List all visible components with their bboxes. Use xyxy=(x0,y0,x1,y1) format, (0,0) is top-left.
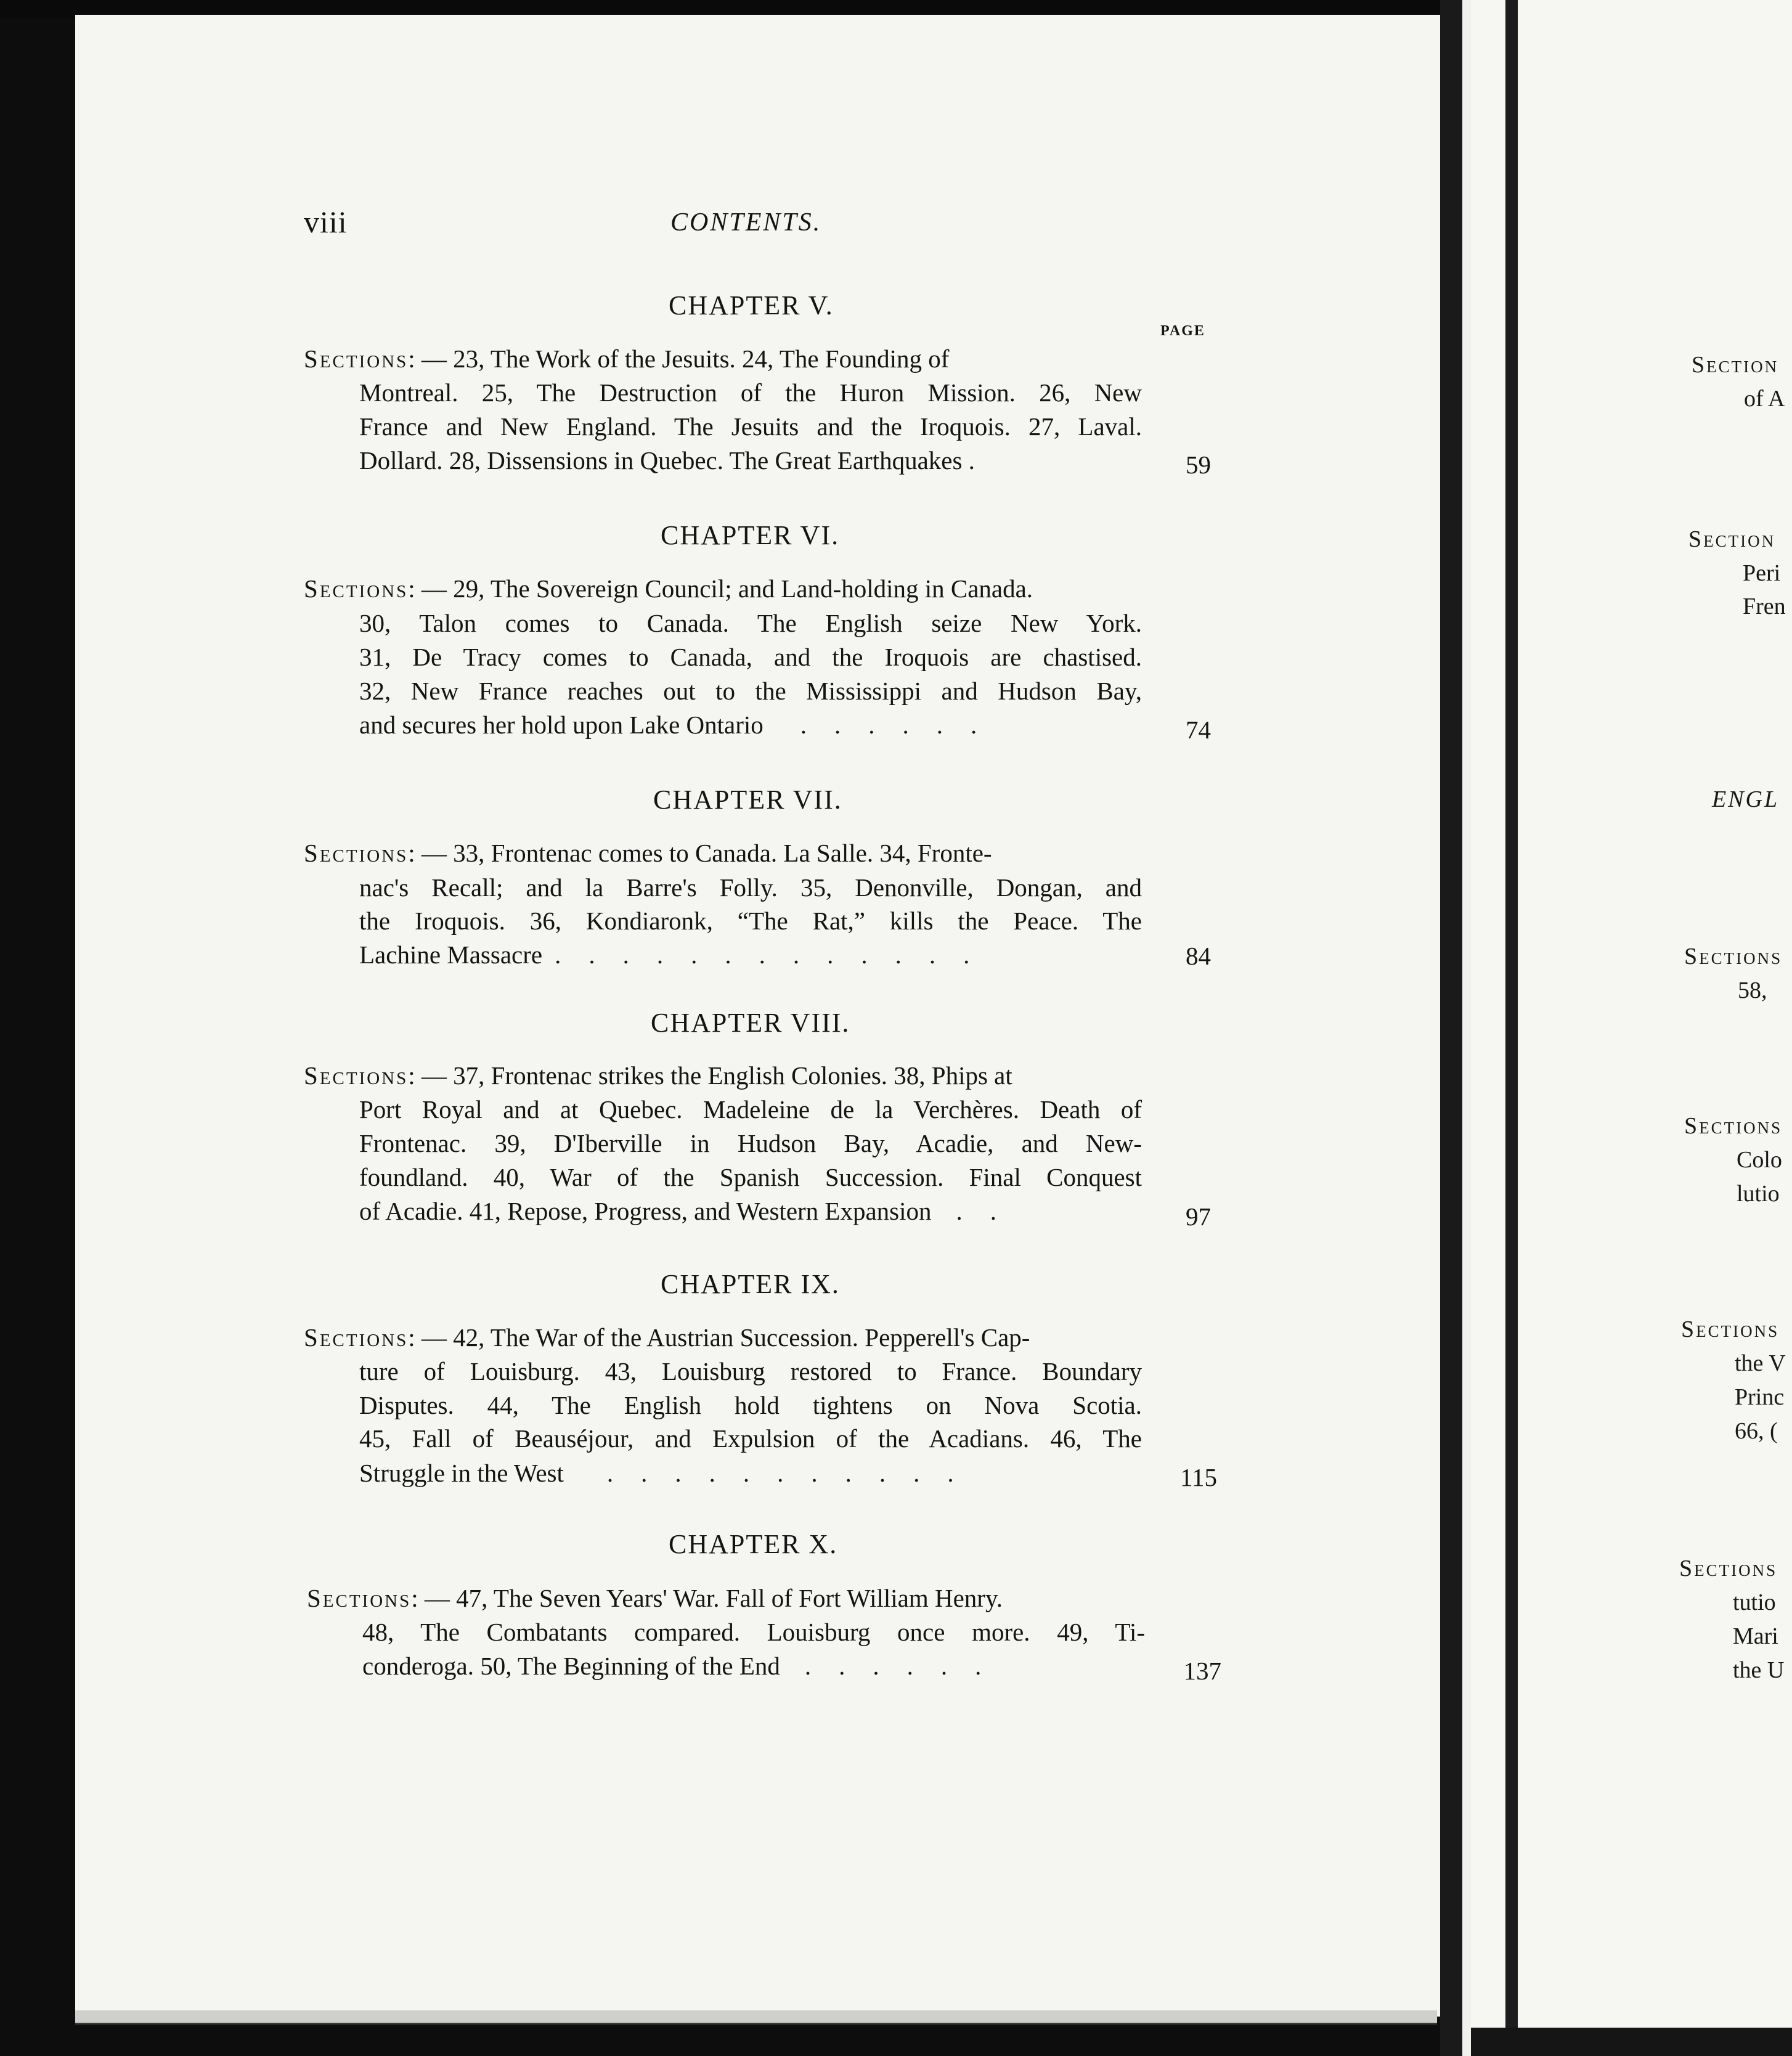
dot-leader: ........... xyxy=(606,1459,982,1487)
running-head: CONTENTS. xyxy=(670,208,822,237)
toc-entry-line: Struggle in the West ........... xyxy=(359,1459,982,1487)
right-page-fragment: Sections xyxy=(1684,944,1783,969)
chapter-title: CHAPTER VIII. xyxy=(651,1008,850,1038)
toc-entry-line: Montreal. 25, The Destruction of the Huron Mission. 26, New xyxy=(359,378,1142,407)
right-page-fragment: the V xyxy=(1735,1350,1786,1376)
sections-label: Sections xyxy=(304,1323,409,1352)
right-page-fragment: the U xyxy=(1733,1657,1785,1683)
right-page-fragment: of A xyxy=(1744,386,1785,412)
toc-entry-line: and secures her hold upon Lake Ontario ...... xyxy=(359,711,1005,739)
right-page-fragment: Section xyxy=(1688,526,1776,552)
chapter-title: CHAPTER IX. xyxy=(661,1269,840,1299)
right-page-fragment: 58, xyxy=(1738,977,1767,1003)
toc-entry-line: foundland. 40, War of the Spanish Succession. Final Conquest xyxy=(359,1163,1142,1191)
sections-label: Sections xyxy=(304,574,409,603)
toc-entry-line: ture of Louisburg. 43, Louisburg restored to France. Boundary xyxy=(359,1357,1142,1385)
toc-entry-line: conderoga. 50, The Beginning of the End ...... xyxy=(362,1652,1009,1680)
right-page-fragment: Colo xyxy=(1737,1147,1782,1173)
toc-entry-line: France and New England. The Jesuits and the Iroquois. 27, Laval. xyxy=(359,412,1142,441)
page-folio: viii xyxy=(304,205,348,239)
toc-entry-line: Port Royal and at Quebec. Madeleine de la Verchères. Death of xyxy=(359,1095,1142,1124)
toc-entry-line: 45, Fall of Beauséjour, and Expulsion of the Acadians. 46, The xyxy=(359,1424,1142,1453)
right-page-fragment: Section xyxy=(1692,352,1779,378)
right-page-fragment: Sections xyxy=(1681,1316,1780,1342)
right-page-bottom-edge xyxy=(1471,2028,1792,2056)
right-page-fragment: Sections xyxy=(1679,1556,1778,1581)
page-column-label: PAGE xyxy=(1160,323,1205,339)
toc-page-number: 137 xyxy=(1183,1657,1221,1685)
toc-page-number: 97 xyxy=(1186,1202,1211,1231)
toc-page-number: 115 xyxy=(1180,1463,1217,1491)
toc-entry-line: 31, De Tracy comes to Canada, and the Iroquois are chastised. xyxy=(359,643,1142,671)
sections-label: Sections xyxy=(307,1584,412,1612)
sections-label: Sections xyxy=(304,839,409,867)
right-page-fragment: Fren xyxy=(1743,594,1786,619)
dot-leader: ............. xyxy=(555,940,998,969)
right-page-fragment: lutio xyxy=(1737,1181,1780,1207)
toc-entry-line: nac's Recall; and la Barre's Folly. 35, Denonville, Dongan, and xyxy=(359,873,1142,902)
right-page-fragment: tutio xyxy=(1733,1589,1776,1615)
chapter-title: CHAPTER VII. xyxy=(653,785,842,815)
dot-leader: ...... xyxy=(800,711,1005,739)
right-page-fragment: Peri xyxy=(1743,560,1781,586)
toc-entry-line: the Iroquois. 36, Kondiaronk, “The Rat,” kills the Peace. The xyxy=(359,907,1142,935)
right-page-fragment: 66, ( xyxy=(1735,1418,1778,1444)
right-page-fragment: Mari xyxy=(1733,1623,1778,1649)
sections-label: Sections xyxy=(304,1061,409,1090)
right-page-fragment: ENGL xyxy=(1712,786,1780,812)
toc-entry-line: Lachine Massacre ............. xyxy=(359,940,998,969)
toc-entry-line: Dollard. 28, Dissensions in Quebec. The Great Earthquakes . xyxy=(359,446,975,475)
toc-entry-line: Sections: — 29, The Sovereign Council; and Land-holding in Canada. xyxy=(304,574,1033,603)
toc-entry-line: 48, The Combatants compared. Louisburg once more. 49, Ti- xyxy=(362,1618,1145,1646)
toc-entry-line: Sections: — 33, Frontenac comes to Canada. La Salle. 34, Fronte- xyxy=(304,839,992,867)
sections-label: Sections xyxy=(304,345,409,373)
toc-entry-line: Sections: — 47, The Seven Years' War. Fall of Fort William Henry. xyxy=(307,1584,1003,1612)
toc-page-number: 74 xyxy=(1186,716,1211,744)
toc-page-number: 59 xyxy=(1186,451,1211,479)
toc-entry-line: Frontenac. 39, D'Iberville in Hudson Bay, Acadie, and New- xyxy=(359,1129,1142,1157)
right-page-body xyxy=(1518,0,1792,2034)
toc-entry-line: 30, Talon comes to Canada. The English seize New York. xyxy=(359,609,1142,637)
dot-leader: ...... xyxy=(804,1652,1009,1680)
right-page-fragment: Princ xyxy=(1735,1384,1785,1410)
chapter-title: CHAPTER X. xyxy=(669,1529,838,1559)
toc-entry-line: 32, New France reaches out to the Mississippi and Hudson Bay, xyxy=(359,677,1142,705)
book-gutter xyxy=(1440,0,1462,2056)
chapter-title: CHAPTER VI. xyxy=(661,520,840,550)
toc-page-number: 84 xyxy=(1186,942,1211,970)
right-page-inner-edge xyxy=(1505,0,1518,2056)
toc-entry-line: Disputes. 44, The English hold tightens on Nova Scotia. xyxy=(359,1391,1142,1419)
left-page-bottom-edge xyxy=(75,2010,1437,2025)
toc-entry-line: Sections: — 42, The War of the Austrian Succession. Pepperell's Cap- xyxy=(304,1323,1030,1352)
toc-entry-line: of Acadie. 41, Repose, Progress, and Western Expansion .. xyxy=(359,1197,1025,1225)
gutter-highlight xyxy=(1462,0,1471,2056)
dot-leader: .. xyxy=(956,1197,1025,1225)
right-page-fragment: Sections xyxy=(1684,1113,1783,1139)
toc-entry-line: Sections: — 37, Frontenac strikes the English Colonies. 38, Phips at xyxy=(304,1061,1012,1090)
toc-entry-line: Sections: — 23, The Work of the Jesuits. 24, The Founding of xyxy=(304,345,950,373)
chapter-title: CHAPTER V. xyxy=(669,290,834,320)
